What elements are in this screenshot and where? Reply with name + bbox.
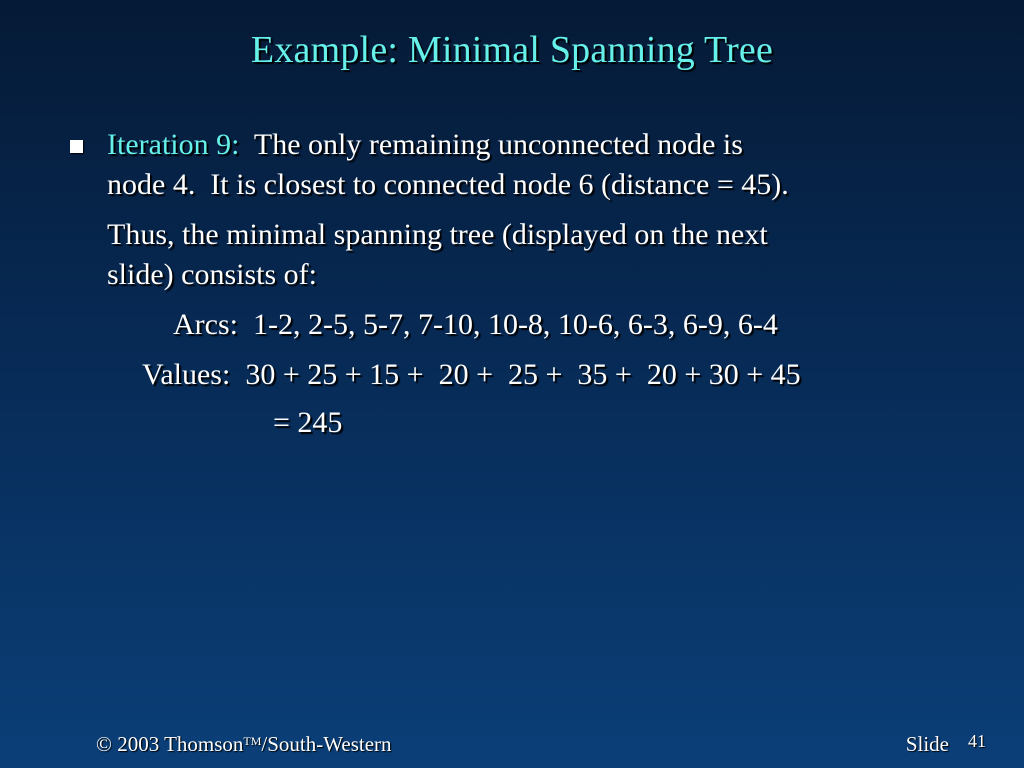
bullet-line-1-text: The only remaining unconnected node is (239, 128, 743, 161)
copyright-suffix: /South-Western (261, 732, 392, 756)
bullet-line-4: slide) consists of: (107, 258, 317, 291)
total-line: = 245 (273, 406, 343, 439)
square-bullet-icon (70, 140, 83, 153)
footer-slide-label: Slide (905, 732, 949, 756)
slide-title: Example: Minimal Spanning Tree (250, 29, 774, 71)
arcs-line: Arcs: 1-2, 2-5, 5-7, 7-10, 10-8, 10-6, 6-3, 6-9, 6-4 (173, 308, 778, 341)
footer-copyright (96, 732, 392, 757)
bullet-line-2: node 4. It is closest to connected node 6 (distance = 45). (107, 168, 789, 201)
values-line: Values: 30 + 25 + 15 + 20 + 25 + 35 + 20 + 30 + 45 (142, 358, 801, 391)
trademark-mark: TM (243, 734, 262, 748)
iteration-label: Iteration 9: (107, 128, 240, 161)
bullet-line-1 (107, 128, 743, 162)
copyright-prefix: © 2003 Thomson (96, 732, 244, 756)
slide-number: 41 (968, 731, 986, 751)
bullet-line-3: Thus, the minimal spanning tree (displayed on the next (107, 218, 768, 251)
